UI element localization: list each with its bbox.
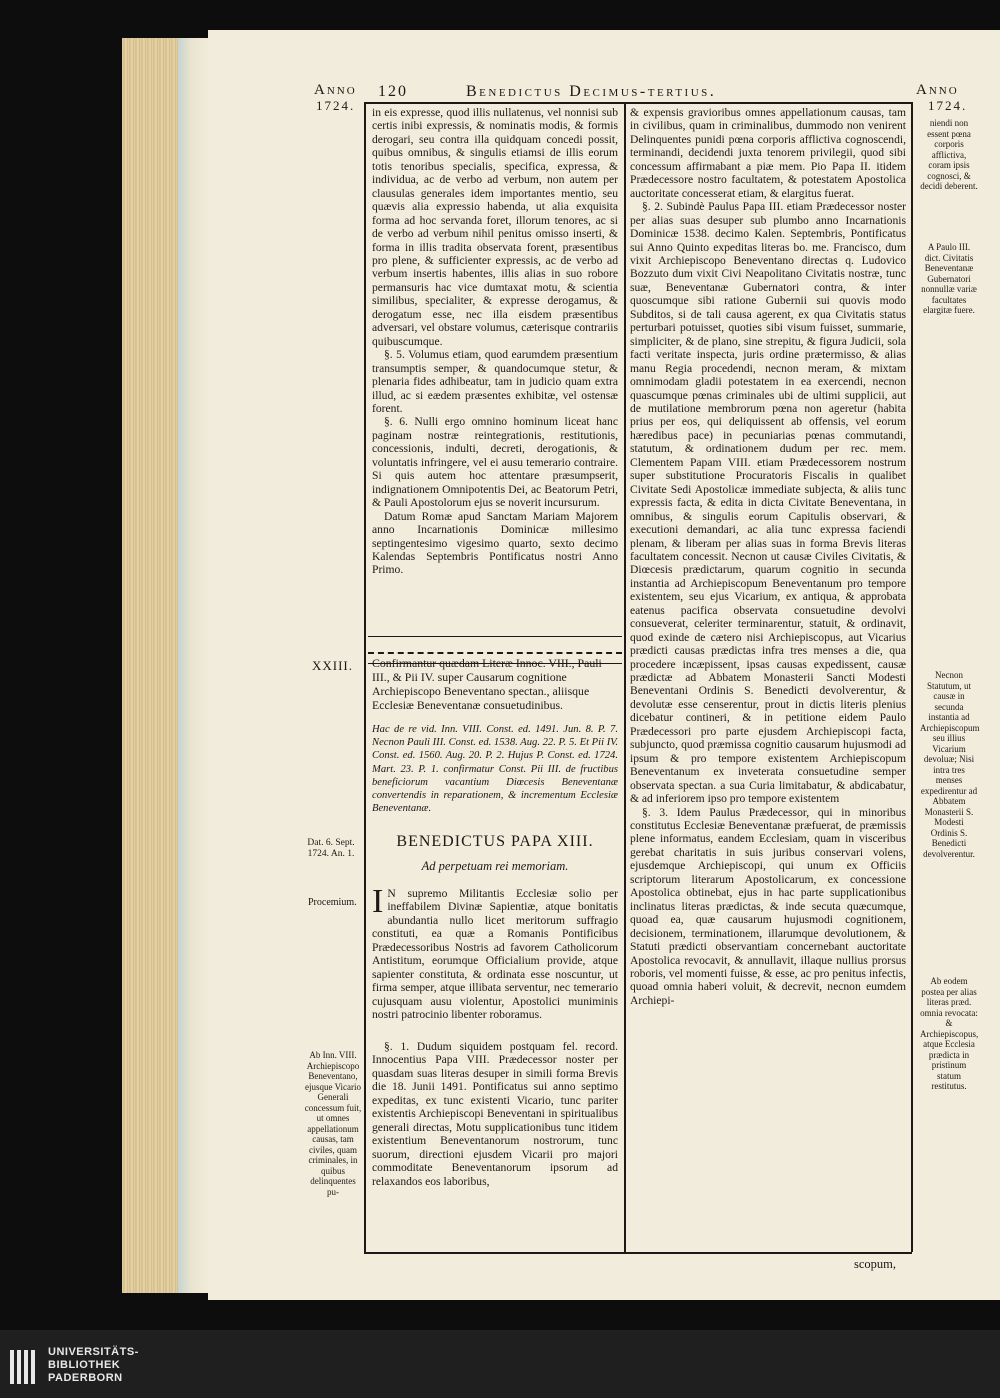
right-paragraph-2: §. 2. Subindè Paulus Papa III. etiam Prædecessor noster per alias suas desuper sub plumbo anno Incarnationis Dominicæ 1538. decimo Kalen. Septembris, Pontificatus sui Anno Quinto expeditas literas bo. me. Francisco, dum vixit Archiepiscopo Beneventano directas q. Ludovico Bozzuto dum vixit Civi Neapolitano Civitatis nostræ, tunc suæ, Beneventanæ Gubernatori contra, & inter quoscumque sibi ratione Gubernii sui quovis modo Subditos, si de tali causa agerent, ex qua Civitatis status perturbari potuisset, quoties sibi visum fuisset, summarie, simpliciter, & de plano, sine strepitu, & figura Judicii, sola facti veritate inspecta, juris ordine prætermisso, & alias manu Regia procedendi, necnon meram, & mixtam omnimodam gladii potestatem in ea exercendi, necnon quascumque pœnas criminales ubi de ultimi supplicii, aut de mutilatione membrorum pœna non ageretur (habita prius per eos, qui deliquissent ab offensis, vel eorum hæredibus pace) in pecuniarias pœnas commutandi, statutum, & ordinationem dudum per rec. mem. Clementem Papam VIII. etiam Prædecessorem nostrum super substitutione Procuratoris Fiscalis in qualibet Civitate Sedi Apostolicæ immediate subjecta, & aliis tunc expressis facta, & edita in dicta Civitate Beneventana, in omnibus, & singulis eorum Capitulis observari, & executioni demandari, ac alia tunc expressa faciendi plenam, & liberam per alias suas in forma Brevis literas facultatem concessit. Necnon ut causæ Civiles Civitatis, & Diœcesis prædictarum, quarum cognitio in secunda instantia ad Archiepiscopum Beneventanum pro tempore existentem, seu ejus Vicarium, ex antiqua, & approbata eatenus pacifica observata consuetudine devolvi consueverat, celeriter terminarentur, statuit, & ordinavit, quod exinde de cætero nisi Archiepiscopus, aut Vicarius prædicti causas prædictas infra tres menses a die, qua procedere incæpissent, ipsas causas expedissent, causæ prædictæ ad Abbatem Monasterii Sancti Modesti Beneventani Ordinis S. Benedicti devolverentur, & devolutæ esse censerentur, prout in dictis literis plenius dicebatur contineri, & in petitione eidem Paulo Prædecessori pro parte ejusdem Archiepiscopi facta, subjuncto, quod præmissa cognitio causarum hujusmodi ad ipsum & pro tempore existentem Archiepiscopum Beneventanum ex inveterata consuetudine semper observata spectan. a sua Curia limitabatur, & abdicabatur, & ad inferiorem ipso pro tempore existentem — [630, 200, 906, 806]
page-number: 120 — [378, 83, 408, 100]
section-rule-dashed — [368, 652, 622, 654]
head-rule — [364, 102, 912, 104]
procemium-text: N supremo Militantis Ecclesiæ solio per ineffabilem Divinæ Sapientiæ, atque bonitatis abundantia nullo licet meritorum suffragio constituti, ea quæ a Romanis Pontificibus Prædecessoribus Nostris ad favorem Catholicorum Antistitum, eorumque Officialium provide, atque sapienter constituta, & ordinata esse noscuntur, ut firma semper, atque illibata serventur, nec temerario cujusquam ausu violentur, Apostolici muniminis nostri patrocinio libenter roboramus. — [372, 887, 618, 1022]
library-footer — [0, 1330, 1000, 1398]
library-name — [48, 1346, 139, 1385]
margin-note-innocent-viii: Ab Inn. VIII. Archiepiscopo Beneventano, ejusque Vicario Generali concessum fuit, ut omnes appellationum causas, tam civiles, quam criminales, in quibus delinquentes pu- — [304, 1050, 362, 1197]
procemium-text-block — [372, 883, 618, 1022]
right-paragraph-1: & expensis gravioribus omnes appellationum causas, tam in civilibus, quam in criminalibus, dummodo non venirent Delinquentes punidi pœna corporis afflictiva cognoscendi, terminandi, decidendi juxta tenorem privilegii, quod sibi concessum affirmabant a piæ mem. Pio Papa II. itidem Prædecessore nostro facultatem, & potestatem Apostolica auctoritate concesserat etiam, & elargitus fuerat. — [630, 106, 906, 200]
library-name-line-1: UNIVERSITÄTS- — [48, 1346, 139, 1358]
foot-rule — [364, 1252, 912, 1254]
library-logo-icon — [8, 1348, 40, 1386]
anno-left: Anno — [314, 82, 357, 98]
year-left: 1724. — [316, 98, 356, 113]
left-paragraph-6: §. 6. Nulli ergo omnino hominum liceat hanc paginam nostræ reintegrationis, restitutionis, concessionis, indulti, decreti, derogationis, & voluntatis infringere, vel ei ausu temerario contraire. Si quis autem hoc attentare præsumpserit, indignationem Omnipotentis Dei, ac Beatorum Petri, & Pauli Apostolorum ejus se noverit incursurum. — [372, 415, 618, 510]
document-subheading: Ad perpetuam rei memoriam. — [421, 859, 569, 873]
date-note: Dat. 6. Sept. 1724. An. 1. — [307, 838, 355, 859]
section-references: Hac de re vid. Inn. VIII. Const. ed. 1491. Jun. 8. P. 7. Necnon Pauli III. Const. ed. 1538. Aug. 22. P. 5. Et Pii IV. Const. ed. 1560. Aug. 20. P. 2. Hujus P. Const. ed. 1724. Mart. 23. P. 1. confirmatur Const. Pii III. de fructibus beneficiorum vacantium Diœcesis Beneventanæ convertendis in reparationem, & incrementum Ecclesiæ Beneventanæ. — [372, 724, 618, 815]
library-name-line-2: BIBLIOTHEK — [48, 1359, 121, 1371]
catchword: scopum, — [854, 1257, 897, 1271]
section-rule-top — [368, 636, 622, 637]
paragraph-1: §. 1. Dudum siquidem postquam fel. record. Innocentius Papa VIII. Prædecessor noster per quasdam suas literas desuper in simili forma Brevis die 18. Junii 1491. Pontificatus sui anno septimo expeditas, ex tunc existenti Vicario, tunc pariter existentis Archiepiscopi Beneventani in spiritualibus generali directas, Motu supplicationibus tunc itidem existentium Beneventanorum nostrorum, tunc suorum, directioni ejusdem Vicarii pro majori commoditate Beneventanorum ipsorum ad relaxandos eos laboribus, — [372, 1040, 618, 1188]
library-name-line-3: PADERBORN — [48, 1372, 123, 1384]
left-paragraph-5: §. 5. Volumus etiam, quod earumdem præsentium transumptis semper, & quandocumque stetur, & plenaria fides adhibeatur, tam in judicio quam extra illud, ac si eædem præsentes exhibitæ, vel ostensæ forent. — [372, 348, 618, 415]
right-paragraph-3: §. 3. Idem Paulus Prædecessor, qui in minoribus constitutus Ecclesiæ Beneventanæ præfuerat, de præmissis plene informatus, eandem Ecclesiam, quam in visceribus gerebat charitatis in suis juribus conservari volens, ejusdemque Archiepiscopi, qui unum ex Officiis scriptorum literarum Apostolicarum, ex concessione Apostolica obtinebat, ejus in hac parte supplicationibus inclinatus literas prædictas, & inde secuta quæcumque, quoad ea, quæ causarum hujusmodi cognitionem, decisionem, terminationem, illarumque devolutionem, & Statuti prædicti observantiam concernebant auctoritate Apostolica revocavit, & annullavit, illaque nullius prorsus roboris, vel momenti fuisse, & esse, ac pro penitus infectis, quoad omnia haberi voluit, & decrevit, necnon eumdem Archiepi- — [630, 805, 906, 1007]
left-paragraph-1: in eis expresse, quod illis nullatenus, vel nonnisi sub certis inibi expressis, & nominatis modis, & formis derogari, seu contra illa quidquam concedi possit, quibus omnibus, & singulis etiamsi de illis eorum totis tenoribus specialis, specifica, expressa, & individua, ac de verbo ad verbum, non autem per clausulas generales idem importantes mentio, seu quævis alia expressio habenda, ut alia exquisita forma ad hoc servanda foret, illorum tenores, ac si de verbo ad verbum nihil penitus omisso inserti, & forma in illis tradita observata forent, præsentibus pro plene, & sufficienter expressis, ac de verbo ad verbum insertis habentes, illis alias in suo robore permansuris hac vice dumtaxat motu, & scientia similibus, specialiter, & expresse derogamus, & derogatum esse, nec illa eisdem præsentibus adversari, vel obstare volumus, cæterisque contrariis quibuscumque. — [372, 106, 618, 348]
section-summary: Confirmantur quædam Literæ Innoc. VIII., Pauli III., & Pii IV. super Causarum cognitione Archiepiscopo Beneventano spectan., aliisque Ecclesiæ Beneventanæ consuetudinibus. — [372, 656, 602, 712]
book-page-edges — [122, 38, 180, 1293]
running-title: Benedictus Decimus-tertius. — [466, 83, 717, 100]
right-frame-rule — [911, 102, 913, 1252]
book-page — [208, 30, 1000, 1300]
margin-note-statute: Necnon Statutum, ut causæ in secunda instantia ad Archiepiscopum seu illius Vicarium devoluæ; Nisi intra tres menses expedirentur ad Abbatem Monasterii S. Modesti Ordinis S. Benedicti devolverentur. — [920, 670, 980, 859]
anno-right: Anno — [916, 82, 959, 98]
column-rule — [624, 102, 626, 1252]
year-right: 1724. — [928, 98, 968, 113]
margin-note-punishment: niendi non essent pœna corporis afflictiva, coram ipsis cognosci, & decidi deberent. — [920, 118, 978, 191]
left-frame-rule — [364, 102, 366, 1252]
dropcap-letter: I — [372, 883, 384, 920]
margin-note-paul-iii: A Paulo III. dict. Civitatis Beneventanæ Gubernatori nonnullæ variæ facultates elargitæ fuere. — [921, 242, 977, 315]
margin-note-revocation: Ab eodem postea per alias literas præd. omnia revocata: & Archiepiscopus, atque Ecclesia prædicta in pristinum statum restitutus. — [920, 976, 979, 1091]
left-column-upper — [372, 106, 618, 577]
section-number: XXIII. — [312, 658, 354, 673]
document-heading: BENEDICTUS PAPA XIII. — [396, 833, 594, 850]
procemium-label: Procemium. — [308, 897, 357, 908]
book-gutter — [178, 38, 210, 1293]
right-column — [630, 106, 906, 1007]
left-dating-clause: Datum Romæ apud Sanctam Mariam Majorem anno Incarnationis Dominicæ millesimo septingentesimo vigesimo quarto, sexto decimo Kalendas Septembris Pontificatus nostri Anno Primo. — [372, 509, 618, 577]
